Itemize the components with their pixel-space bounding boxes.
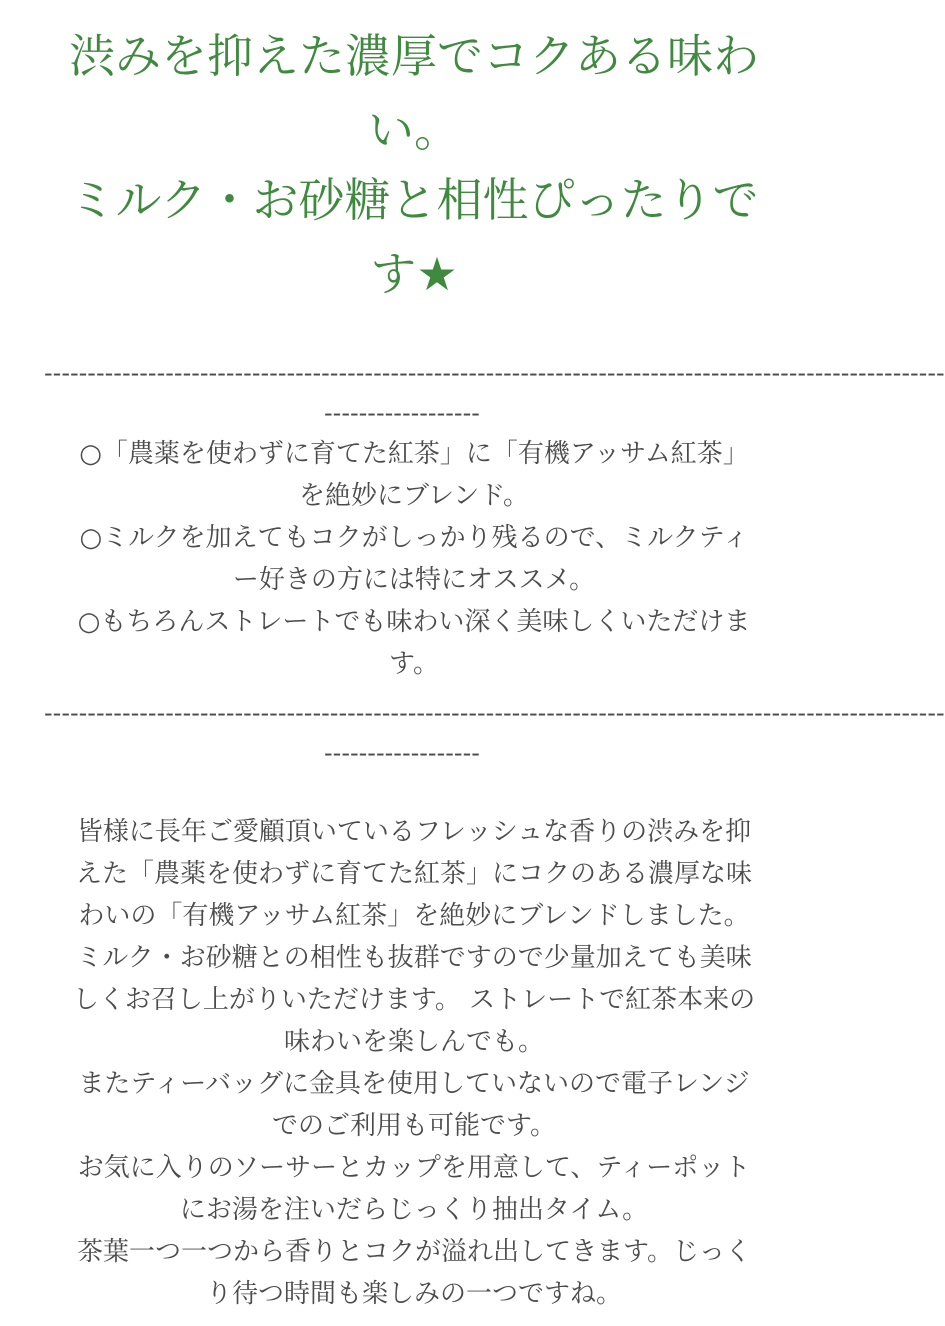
headline-line-2: い。 xyxy=(368,103,460,157)
description-line-12: り待つ時間も楽しみの一つですね。 xyxy=(205,1279,622,1309)
divider-bottom-short: ------------------ xyxy=(324,739,480,767)
feature-item-1-line-2: を絶妙にブレンド。 xyxy=(299,481,529,511)
feature-item-1-line-1: ○「農薬を使わずに育てた紅茶」に「有機アッサム紅茶」 xyxy=(79,439,749,469)
feature-item-3-line-1: ○もちろんストレートでも味わい深く美味しくいただけま xyxy=(77,607,751,637)
divider-bottom-long: -------------------------------------------------------------------------------------------------------- xyxy=(44,699,945,727)
description-line-7: またティーバッグに金具を使用していないので電子レンジ xyxy=(78,1069,750,1099)
description-line-10: にお湯を注いだらじっくり抽出タイム。 xyxy=(179,1195,649,1225)
feature-item-3-line-2: す。 xyxy=(389,649,439,679)
feature-item-2-line-1: ○ミルクを加えてもコクがしっかり残るので、ミルクティ xyxy=(79,523,749,553)
description-line-6: 味わいを楽しんでも。 xyxy=(283,1027,544,1057)
divider-top-short: ------------------ xyxy=(324,399,480,427)
description-line-3: わいの「有機アッサム紅茶」を絶妙にブレンドしました。 xyxy=(78,901,750,931)
headline-line-1: 渋みを抑えた濃厚でコクある味わ xyxy=(69,29,759,83)
description-line-8: でのご利用も可能です。 xyxy=(272,1111,556,1141)
description-line-2: えた「農薬を使わずに育てた紅茶」にコクのある濃厚な味 xyxy=(75,859,752,889)
headline-line-3: ミルク・お砂糖と相性ぴったりで xyxy=(69,173,759,227)
description-line-9: お気に入りのソーサーとカップを用意して、ティーポット xyxy=(77,1153,751,1183)
feature-item-2-line-2: ー好きの方には特にオススメ。 xyxy=(232,565,596,595)
description-line-11: 茶葉一つ一つから香りとコクが溢れ出してきます。じっく xyxy=(77,1237,751,1267)
description-line-1: 皆様に長年ご愛顧頂いているフレッシュな香りの渋みを抑 xyxy=(76,817,752,847)
divider-top-long: -------------------------------------------------------------------------------------------------------- xyxy=(44,359,945,387)
description-line-4: ミルク・お砂糖との相性も抜群ですので少量加えても美味 xyxy=(76,943,752,973)
headline-line-4: す★ xyxy=(370,247,458,301)
description-line-5: しくお召し上がりいただけます。 ストレートで紅茶本来の xyxy=(72,985,756,1015)
